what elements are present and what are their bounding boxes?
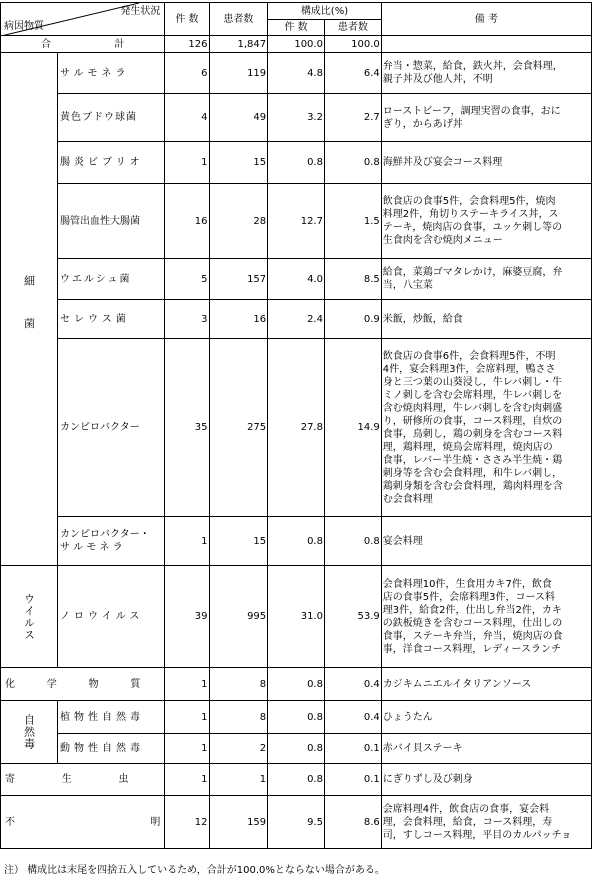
table-row — [1, 142, 592, 184]
patients-value: 159 — [209, 796, 268, 849]
ratio-cases-value: 31.0 — [268, 566, 325, 668]
ratio-cases-value: 4.0 — [268, 259, 325, 300]
row-label-staph: 黄色ブドウ球菌 — [58, 94, 165, 142]
ratio-patients-value: 8.6 — [324, 796, 381, 849]
row-label-welchii: ウエルシュ菌 — [58, 259, 165, 300]
ratio-patients-value: 8.5 — [324, 259, 381, 300]
remarks-value: 宴会料理 — [381, 517, 591, 566]
cases-value: 1 — [165, 142, 209, 184]
row-label-vibrio: 腸炎ビブリオ — [58, 142, 165, 184]
ratio-cases-value: 0.8 — [268, 701, 325, 734]
cases-value: 12 — [165, 796, 209, 849]
ratio-patients-value: 2.7 — [324, 94, 381, 142]
remarks-value: カジキムニエルイタリアンソース — [381, 668, 591, 701]
row-label-unknown: 不 明 — [1, 796, 165, 849]
corner-header-cell — [1, 3, 165, 36]
cases-value: 1 — [165, 734, 209, 764]
row-label-salmonella: サルモネラ — [58, 53, 165, 94]
remarks-value: 弁当・惣菜，給食，鉄火丼，会食料理， 親子丼及び他人丼，不明 — [381, 53, 591, 94]
patients-value: 1 — [209, 764, 268, 796]
total-label: 合 計 — [1, 36, 165, 53]
total-ratio-cases: 100.0 — [268, 36, 325, 53]
row-label-cereus: セレウス菌 — [58, 300, 165, 339]
ratio-patients-value: 0.8 — [324, 517, 381, 566]
ratio-patients-value: 1.5 — [324, 184, 381, 259]
header-remarks: 備 考 — [381, 3, 591, 36]
cases-value: 5 — [165, 259, 209, 300]
remarks-value: にぎりずし及び刺身 — [381, 764, 591, 796]
cases-value: 16 — [165, 184, 209, 259]
patients-value: 995 — [209, 566, 268, 668]
header-cases: 件 数 — [165, 3, 209, 36]
ratio-cases-value: 0.8 — [268, 764, 325, 796]
corner-label-situation: 発生状況 — [120, 6, 161, 17]
table-row — [1, 701, 592, 734]
ratio-patients-value: 53.9 — [324, 566, 381, 668]
total-cases: 126 — [165, 36, 209, 53]
remarks-value: 給食，菜鶏ゴマタレかけ，麻婆豆腐，弁 当，八宝菜 — [381, 259, 591, 300]
row-label-chemical: 化 学 物 質 — [1, 668, 165, 701]
ratio-patients-value: 0.4 — [324, 668, 381, 701]
ratio-patients-value: 6.4 — [324, 53, 381, 94]
ratio-cases-value: 0.8 — [268, 517, 325, 566]
ratio-cases-value: 9.5 — [268, 796, 325, 849]
row-label-ehec: 腸管出血性大腸菌 — [58, 184, 165, 259]
patients-value: 119 — [209, 53, 268, 94]
header-patients: 患者数 — [209, 3, 268, 36]
table-row — [1, 796, 592, 849]
remarks-value: 赤バイ貝ステーキ — [381, 734, 591, 764]
ratio-cases-value: 4.8 — [268, 53, 325, 94]
remarks-value: ローストビーフ，調理実習の食事，おに ぎり，からあげ丼 — [381, 94, 591, 142]
header-ratio-group: 構成比(%) — [268, 3, 382, 20]
group-bacteria: 細 菌 — [1, 53, 58, 566]
total-ratio-patients: 100.0 — [324, 36, 381, 53]
row-label-plant-toxin: 植物性自然毒 — [58, 701, 165, 734]
table-row — [1, 259, 592, 300]
group-virus: ウイルス — [1, 566, 58, 668]
ratio-patients-value: 14.9 — [324, 339, 381, 517]
cases-value: 4 — [165, 94, 209, 142]
row-label-campylo-salmonella: カンピロバクター・ サ ル モ ネ ラ — [58, 517, 165, 566]
cases-value: 1 — [165, 668, 209, 701]
ratio-cases-value: 0.8 — [268, 142, 325, 184]
cases-value: 1 — [165, 764, 209, 796]
table-row — [1, 339, 592, 517]
ratio-cases-value: 0.8 — [268, 734, 325, 764]
patients-value: 49 — [209, 94, 268, 142]
patients-value: 2 — [209, 734, 268, 764]
table-row — [1, 53, 592, 94]
ratio-cases-value: 0.8 — [268, 668, 325, 701]
ratio-patients-value: 0.4 — [324, 701, 381, 734]
table-row — [1, 517, 592, 566]
table-row — [1, 668, 592, 701]
remarks-value: 会食料理10件，生食用カキ7件，飲食 店の食事5件，会席料理3件，コース料 理3件，給食2件，仕出し弁当2件，カキ の鉄板焼きを含むコース料理，仕出しの 食事，ステーキ弁当，弁当，焼肉店の食 事，洋食コース料理，レディースランチ — [381, 566, 591, 668]
ratio-cases-value: 27.8 — [268, 339, 325, 517]
remarks-value: ひょうたん — [381, 701, 591, 734]
remarks-value: 会席料理4件，飲食店の食事，宴会料 理，会食料理，給食，コース料理，寿 司，すしコース料理，平目のカルパッチョ — [381, 796, 591, 849]
cases-value: 1 — [165, 517, 209, 566]
row-label-norovirus: ノロウイルス — [58, 566, 165, 668]
row-label-parasite: 寄 生 虫 — [1, 764, 165, 796]
total-remarks — [381, 36, 591, 53]
cases-value: 39 — [165, 566, 209, 668]
table-row — [1, 764, 592, 796]
table-row — [1, 184, 592, 259]
table-row — [1, 566, 592, 668]
header-ratio-cases: 件 数 — [268, 20, 325, 36]
cases-value: 6 — [165, 53, 209, 94]
patients-value: 275 — [209, 339, 268, 517]
total-patients: 1,847 — [209, 36, 268, 53]
corner-label-cause: 病因物質 — [4, 21, 44, 32]
ratio-patients-value: 0.9 — [324, 300, 381, 339]
ratio-patients-value: 0.1 — [324, 764, 381, 796]
patients-value: 8 — [209, 701, 268, 734]
remarks-value: 米飯，炒飯，給食 — [381, 300, 591, 339]
cases-value: 1 — [165, 701, 209, 734]
food-poisoning-table — [0, 2, 592, 849]
patients-value: 8 — [209, 668, 268, 701]
remarks-value: 海鮮丼及び宴会コース料理 — [381, 142, 591, 184]
ratio-cases-value: 12.7 — [268, 184, 325, 259]
cases-value: 35 — [165, 339, 209, 517]
group-natural-toxin: 自然毒 — [1, 701, 58, 764]
patients-value: 15 — [209, 142, 268, 184]
ratio-cases-value: 2.4 — [268, 300, 325, 339]
remarks-value: 飲食店の食事5件，会食料理5件，焼肉 料理2件，角切りステーキライス丼，ス テーキ，焼肉店の食事，ユッケ刺し等の 生食肉を含む焼肉メニュー — [381, 184, 591, 259]
cases-value: 3 — [165, 300, 209, 339]
remarks-value: 飲食店の食事6件，会食料理5件，不明 4件，宴会料理3件，会席料理，鴨ささ 身と三つ葉の山葵浸し，牛レバ刺し・牛 ミノ刺しを含む会席料理，牛レバ刺しを 含む焼肉料理，牛レバ刺しを含む肉刺盛 り，研修所の食事，コース料理，自炊の 食事，鳥刺し，鶏の刺身を含むコース料 理，鶏料理，焼鳥会席料理，焼肉店の 食事，レバー半生焼・ささみ半生焼・鶏 刺身等を含む会食料理，和牛レバ刺し， 鶏刺身類を含む会食料理，鶏肉料理を含 む会食料理 — [381, 339, 591, 517]
ratio-patients-value: 0.1 — [324, 734, 381, 764]
ratio-patients-value: 0.8 — [324, 142, 381, 184]
ratio-cases-value: 3.2 — [268, 94, 325, 142]
patients-value: 28 — [209, 184, 268, 259]
patients-value: 157 — [209, 259, 268, 300]
table-row — [1, 734, 592, 764]
patients-value: 16 — [209, 300, 268, 339]
table-row — [1, 300, 592, 339]
row-label-campylo: カンピロバクター — [58, 339, 165, 517]
patients-value: 15 — [209, 517, 268, 566]
table-row-total — [1, 36, 592, 53]
header-ratio-patients: 患者数 — [324, 20, 381, 36]
footnote: 注） 構成比は末尾を四捨五入しているため，合計が100.0%とならない場合がある。 — [4, 865, 385, 876]
table-row — [1, 94, 592, 142]
row-label-animal-toxin: 動物性自然毒 — [58, 734, 165, 764]
